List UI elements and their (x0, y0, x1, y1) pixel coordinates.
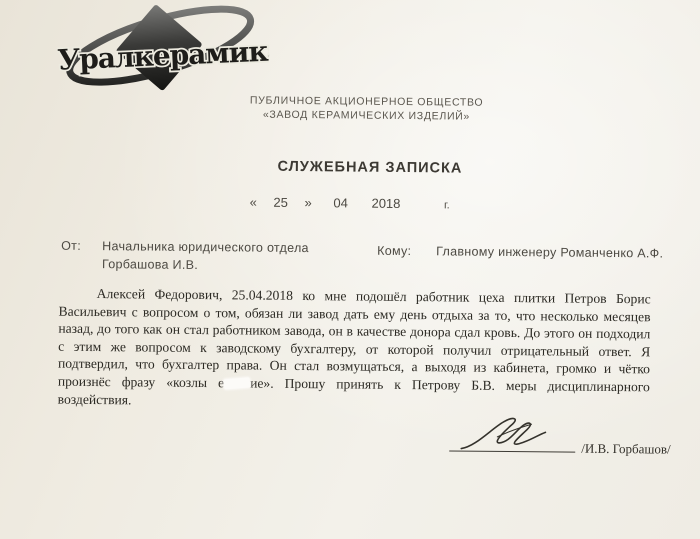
logo-wordmark: Уралкерамика (56, 33, 270, 77)
date-month: 04 (333, 195, 348, 211)
company-name-line1: ПУБЛИЧНОЕ АКЦИОНЕРНОЕ ОБЩЕСТВО (249, 94, 484, 109)
signature-name: /И.В. Горбашов/ (581, 440, 671, 457)
date-era-suffix: г. (443, 199, 450, 212)
from-value (102, 237, 342, 275)
date-quote-close: » (304, 195, 312, 211)
to-label: Кому: (377, 243, 412, 259)
censored-word-patch (224, 377, 251, 389)
date-year: 2018 (371, 195, 401, 211)
from-person: Горбашова И.В. (101, 257, 199, 273)
body-text-before-censor: Алексей Федорович, 25.04.2018 ко мне подошёл работник цеха плитки Петров Борис Васильевич с вопросом о том, обязан ли завод дать ему день отдыха за то, что несколько месяцев назад, до того как он стал работником завода, он в качестве донора сдал кровь. До этого он подходил с этим же вопросом к заводскому бухгалтеру, от которой получил отрицательный ответ. Я подтвердил, что бухгалтер права. Он стал возмущаться, а выходя из кабинета, громко и чётко произнёс фразу «козлы е (57, 286, 651, 391)
from-position: Начальника юридического отдела (102, 239, 309, 256)
uralkeramika-logo-icon (57, 3, 270, 99)
company-name-block (176, 93, 556, 125)
from-label: От: (61, 238, 82, 253)
company-name-line2: «ЗАВОД КЕРАМИЧЕСКИХ ИЗДЕЛИЙ» (262, 108, 471, 123)
date-quote-open: « (249, 194, 257, 210)
company-logo (57, 3, 270, 99)
date-day: 25 (273, 194, 289, 210)
body-text-after-censor: ие». Прошу принять к Петрову Б.В. меры дисциплинарного воздействия. (57, 375, 650, 407)
handwritten-signature-icon (457, 415, 561, 454)
memo-date-line (250, 195, 450, 212)
memo-title: СЛУЖЕБНАЯ ЗАПИСКА (277, 158, 463, 177)
memo-body (58, 285, 651, 414)
to-value: Главному инженеру Романченко А.Ф. (436, 244, 664, 261)
